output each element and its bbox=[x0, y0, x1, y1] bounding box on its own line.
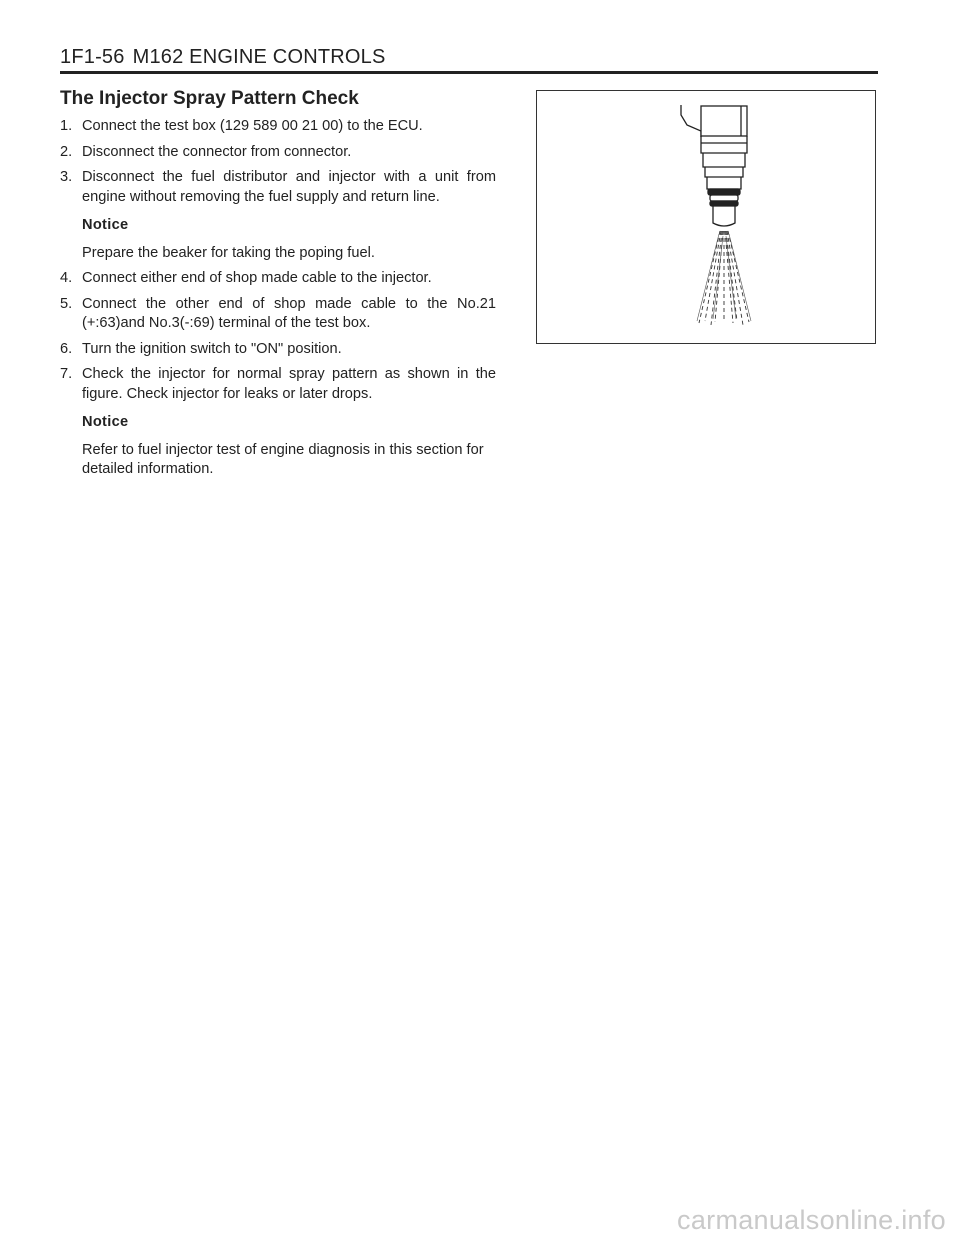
section-code: 1F1-56 bbox=[60, 46, 125, 68]
section-title: The Injector Spray Pattern Check bbox=[60, 88, 359, 109]
watermark: carmanualsonline.info bbox=[677, 1205, 946, 1235]
step-text: Turn the ignition switch to "ON" position. bbox=[82, 340, 342, 357]
step-number: 1. bbox=[60, 118, 73, 134]
step-5 bbox=[60, 295, 496, 334]
injector-body-icon bbox=[701, 136, 747, 153]
step-3 bbox=[60, 168, 496, 207]
step-number: 3. bbox=[60, 169, 73, 185]
section-name: M162 ENGINE CONTROLS bbox=[132, 46, 386, 68]
header-rule bbox=[60, 71, 878, 74]
step-text: Connect the test box (129 589 00 21 00) to the ECU. bbox=[82, 118, 423, 134]
procedure-content bbox=[60, 117, 496, 486]
notice-heading: Notice bbox=[82, 217, 129, 233]
step-number: 7. bbox=[60, 366, 73, 382]
step-7 bbox=[60, 365, 496, 404]
step-number: 2. bbox=[60, 143, 73, 160]
step-text: Disconnect the fuel distributor and injector with a unit from engine without removing the fuel supply and return line. bbox=[82, 169, 496, 205]
injector-connector-outline bbox=[681, 105, 701, 137]
step-number: 5. bbox=[60, 295, 73, 312]
step-2 bbox=[60, 143, 496, 163]
notice-heading: Notice bbox=[82, 414, 129, 430]
notice-text: Refer to fuel injector test of engine diagnosis in this section for detailed information. bbox=[82, 441, 484, 477]
step-6 bbox=[60, 340, 496, 360]
step-number: 4. bbox=[60, 270, 73, 286]
notice-1 bbox=[60, 216, 496, 263]
injector-connector-icon bbox=[701, 106, 747, 136]
injector-spray-figure bbox=[536, 90, 876, 344]
step-number: 6. bbox=[60, 340, 73, 357]
spray-pattern-icon bbox=[699, 231, 749, 325]
page-header bbox=[60, 46, 878, 69]
step-text: Connect the other end of shop made cable to the No.21 (+:63)and No.3(-:69) terminal of the test box. bbox=[82, 295, 496, 331]
step-text: Connect either end of shop made cable to the injector. bbox=[82, 270, 432, 286]
nozzle-icon bbox=[713, 206, 735, 226]
step-1 bbox=[60, 117, 496, 137]
injector-spray-illustration bbox=[537, 91, 874, 342]
step-4 bbox=[60, 269, 496, 289]
step-text: Check the injector for normal spray pattern as shown in the figure. Check injector for leaks or later drops. bbox=[82, 366, 496, 402]
step-text: Disconnect the connector from connector. bbox=[82, 143, 352, 160]
notice-2 bbox=[60, 413, 496, 480]
notice-text: Prepare the beaker for taking the poping fuel. bbox=[82, 244, 375, 261]
seal-ring-icon bbox=[708, 189, 740, 195]
